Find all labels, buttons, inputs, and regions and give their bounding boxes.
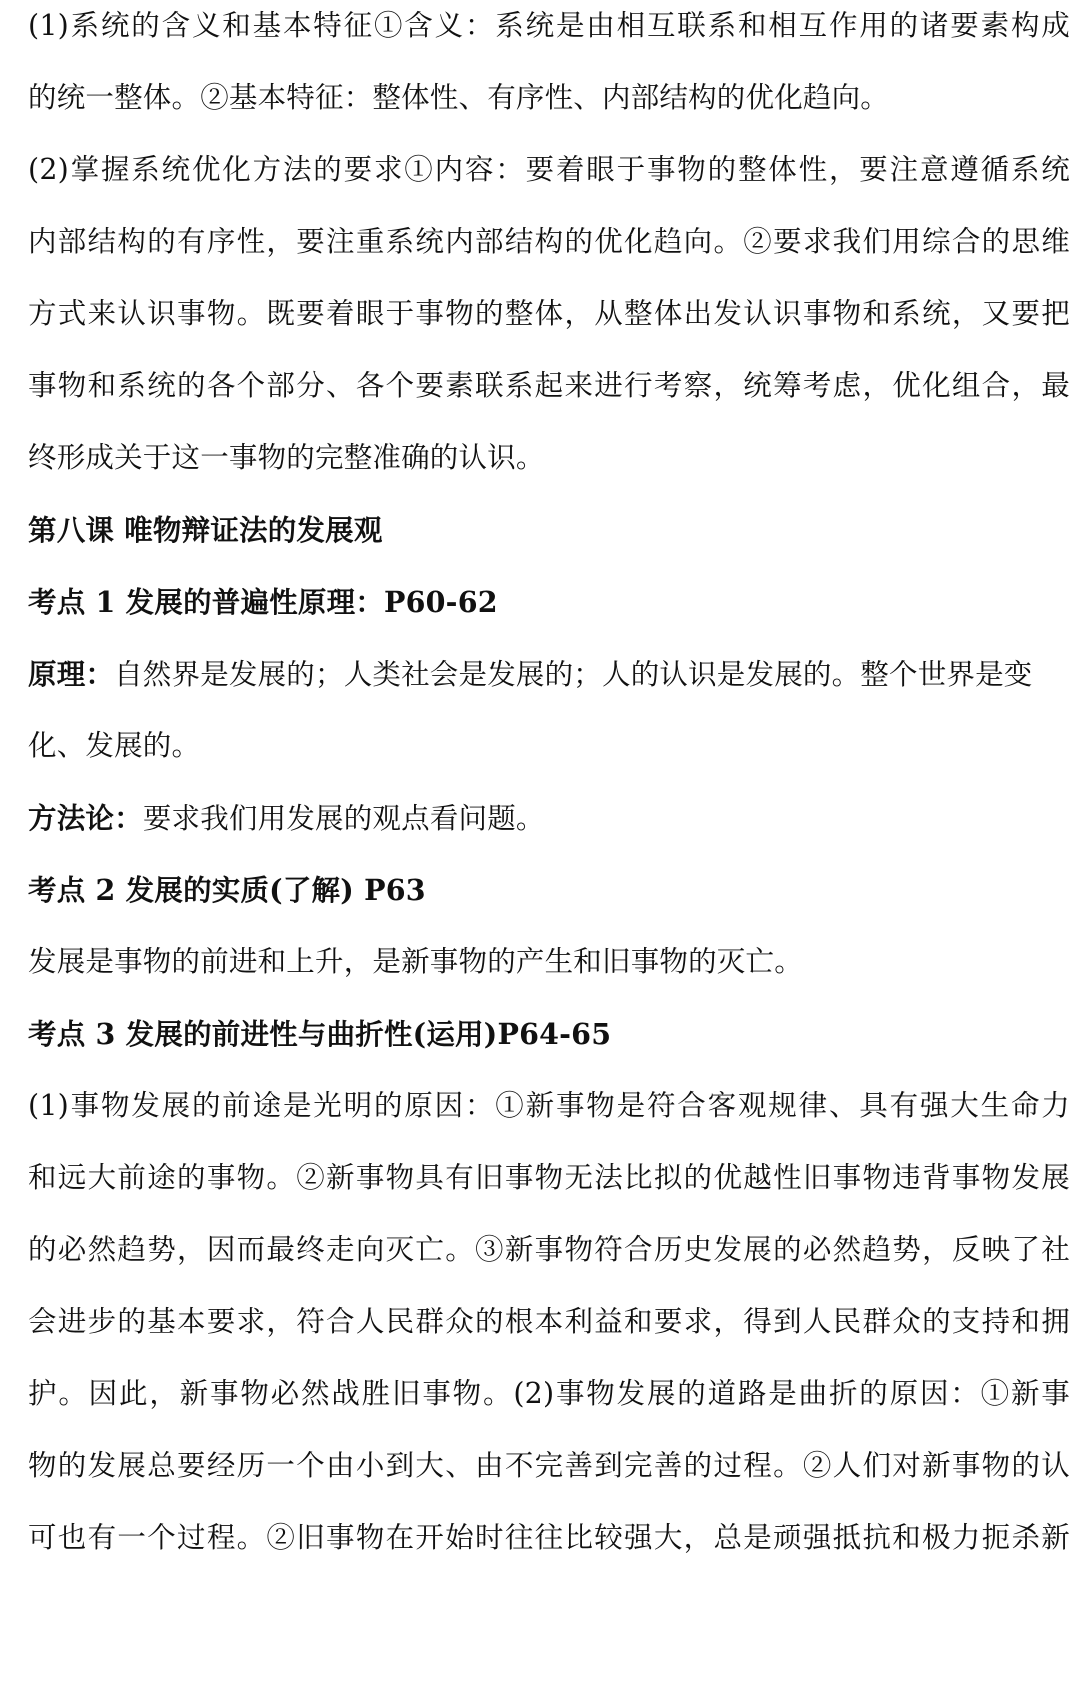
methodology-label: 方法论： [28,801,143,835]
lesson-heading: 第八课 唯物辩证法的发展观 [28,513,383,547]
paragraph-line: 内部结构的有序性，要注重系统内部结构的优化趋向。②要求我们用综合的思维 [28,225,1070,258]
paragraph-line: (1)系统的含义和基本特征①含义：系统是由相互联系和相互作用的诸要素构成 [28,9,1070,42]
paragraph-line: 方式来认识事物。既要着眼于事物的整体，从整体出发认识事物和系统，又要把 [28,297,1070,330]
principle-text: 自然界是发展的；人类社会是发展的；人的认识是发展的。整个世界是变 [114,658,1033,691]
paragraph-line: 可也有一个过程。②旧事物在开始时往往比较强大，总是顽强抵抗和极力扼杀新 [28,1521,1070,1554]
methodology-line [28,798,545,838]
paragraph-line: (2)掌握系统优化方法的要求①内容：要着眼于事物的整体性，要注意遵循系统 [28,153,1070,186]
key-point-heading: 考点 3 发展的前进性与曲折性(运用)P64-65 [28,1017,612,1051]
paragraph-line: 和远大前途的事物。②新事物具有旧事物无法比拟的优越性旧事物违背事物发展 [28,1161,1070,1194]
paragraph-line: (1)事物发展的前途是光明的原因：①新事物是符合客观规律、具有强大生命力 [28,1089,1070,1122]
paragraph-line: 的必然趋势，因而最终走向灭亡。③新事物符合历史发展的必然趋势，反映了社 [28,1233,1070,1266]
key-point-heading: 考点 1 发展的普遍性原理：P60-62 [28,585,498,619]
principle-line [28,654,1033,694]
principle-label: 原理： [28,657,115,691]
paragraph-line: 会进步的基本要求，符合人民群众的根本利益和要求，得到人民群众的支持和拥 [28,1305,1070,1338]
paragraph-line: 事物和系统的各个部分、各个要素联系起来进行考察，统筹考虑，优化组合，最 [28,369,1070,402]
paragraph-line: 化、发展的。 [28,729,201,762]
methodology-text: 要求我们用发展的观点看问题。 [142,802,545,835]
paragraph-line: 终形成关于这一事物的完整准确的认识。 [28,441,545,474]
paragraph-line: 发展是事物的前进和上升，是新事物的产生和旧事物的灭亡。 [28,945,803,978]
paragraph-line: 护。因此，新事物必然战胜旧事物。(2)事物发展的道路是曲折的原因：①新事 [28,1377,1070,1410]
paragraph-line: 物的发展总要经历一个由小到大、由不完善到完善的过程。②人们对新事物的认 [28,1449,1070,1482]
key-point-heading: 考点 2 发展的实质(了解) P63 [28,873,426,907]
paragraph-line: 的统一整体。②基本特征：整体性、有序性、内部结构的优化趋向。 [28,81,890,114]
